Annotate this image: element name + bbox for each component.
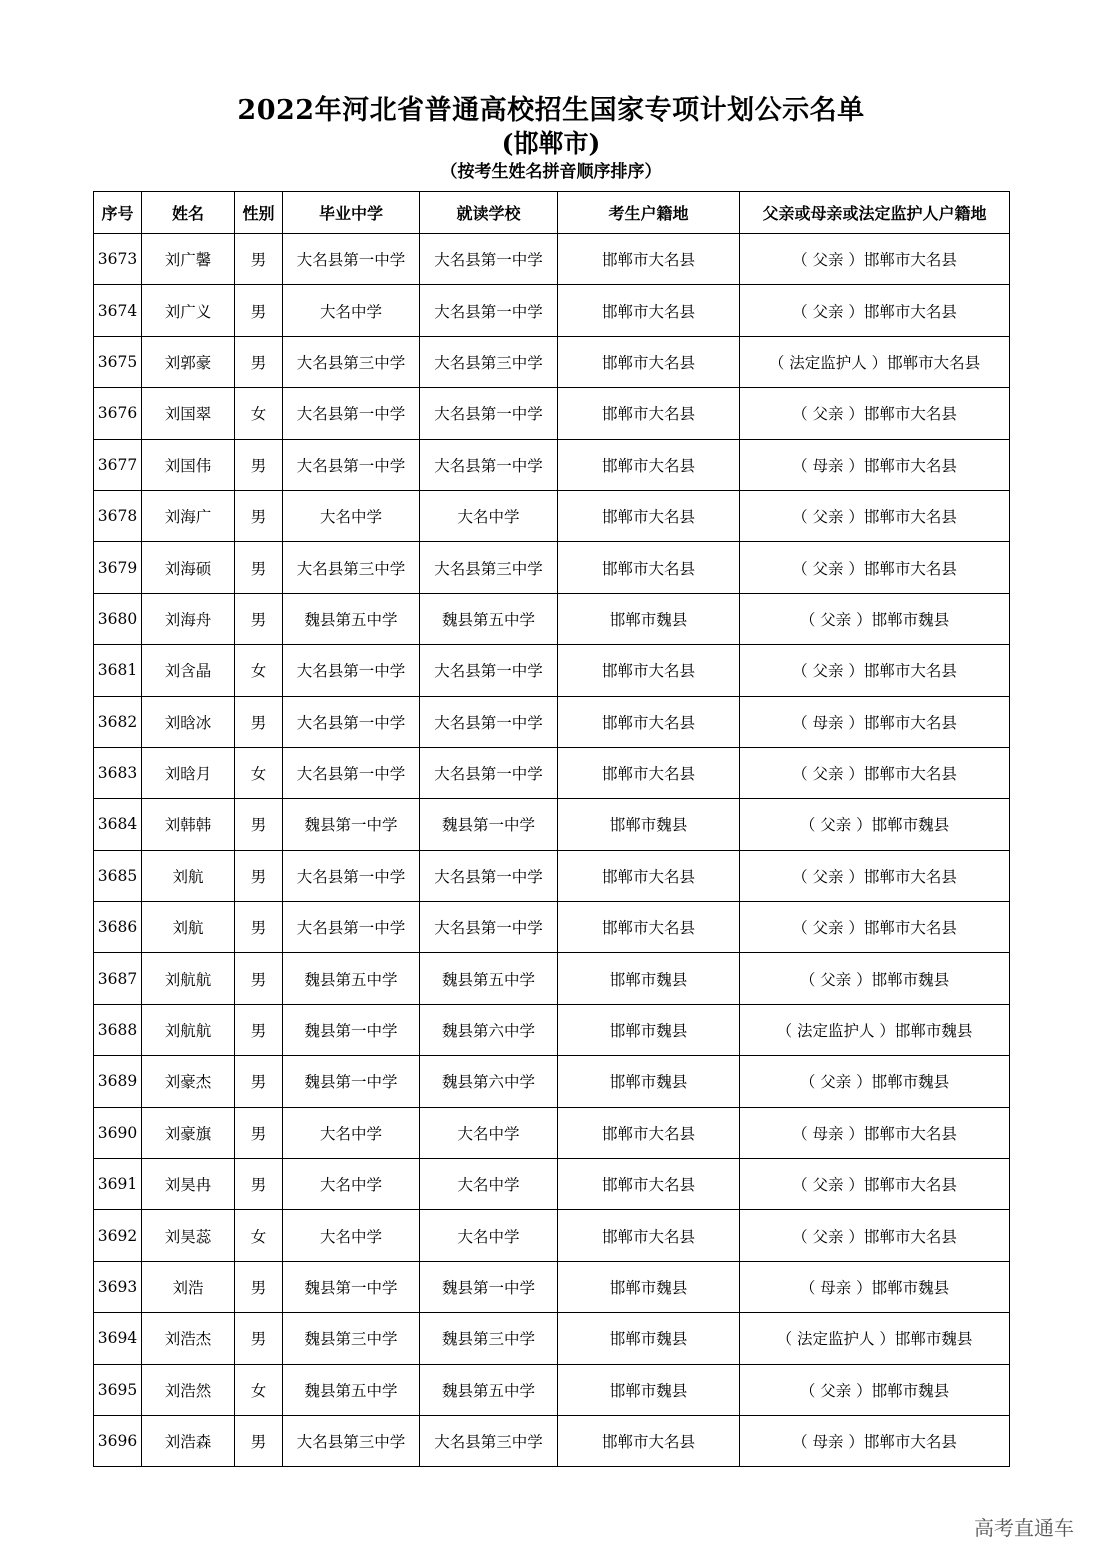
graduation-school-cell: 大名县第一中学 xyxy=(283,696,420,747)
table-row xyxy=(94,850,1010,901)
serial-cell: 3682 xyxy=(94,696,142,747)
name-cell: 刘含晶 xyxy=(142,645,235,696)
table-row xyxy=(94,388,1010,439)
gender-cell: 男 xyxy=(235,1004,283,1055)
graduation-school-cell: 魏县第五中学 xyxy=(283,593,420,644)
sort-note: （按考生姓名拼音顺序排序） xyxy=(440,162,662,182)
guardian-household-cell: （ 父亲 ）邯郸市大名县 xyxy=(740,902,1010,953)
graduation-school-cell: 大名县第一中学 xyxy=(283,850,420,901)
graduation-school-cell: 魏县第一中学 xyxy=(283,799,420,850)
header-gender: 性别 xyxy=(235,192,283,234)
table-row xyxy=(94,902,1010,953)
table-body xyxy=(94,234,1010,1467)
guardian-household-cell: （ 父亲 ）邯郸市大名县 xyxy=(740,747,1010,798)
guardian-household-cell: （ 法定监护人 ）邯郸市魏县 xyxy=(740,1313,1010,1364)
guardian-household-cell: （ 父亲 ）邯郸市魏县 xyxy=(740,1056,1010,1107)
table-row xyxy=(94,1056,1010,1107)
serial-cell: 3680 xyxy=(94,593,142,644)
student-household-cell: 邯郸市大名县 xyxy=(558,1107,740,1158)
graduation-school-cell: 魏县第一中学 xyxy=(283,1056,420,1107)
header-name: 姓名 xyxy=(142,192,235,234)
guardian-household-cell: （ 父亲 ）邯郸市大名县 xyxy=(740,234,1010,285)
gender-cell: 男 xyxy=(235,542,283,593)
student-household-cell: 邯郸市大名县 xyxy=(558,336,740,387)
name-cell: 刘浩 xyxy=(142,1261,235,1312)
table-row xyxy=(94,439,1010,490)
student-household-cell: 邯郸市大名县 xyxy=(558,645,740,696)
current-school-cell: 魏县第三中学 xyxy=(420,1313,558,1364)
serial-cell: 3681 xyxy=(94,645,142,696)
guardian-household-cell: （ 父亲 ）邯郸市魏县 xyxy=(740,1364,1010,1415)
student-household-cell: 邯郸市魏县 xyxy=(558,799,740,850)
student-household-cell: 邯郸市大名县 xyxy=(558,1210,740,1261)
name-cell: 刘广义 xyxy=(142,285,235,336)
name-cell: 刘豪旗 xyxy=(142,1107,235,1158)
current-school-cell: 大名中学 xyxy=(420,1210,558,1261)
serial-cell: 3674 xyxy=(94,285,142,336)
guardian-household-cell: （ 父亲 ）邯郸市大名县 xyxy=(740,850,1010,901)
graduation-school-cell: 大名中学 xyxy=(283,1210,420,1261)
current-school-cell: 魏县第六中学 xyxy=(420,1056,558,1107)
name-cell: 刘浩杰 xyxy=(142,1313,235,1364)
graduation-school-cell: 魏县第一中学 xyxy=(283,1004,420,1055)
gender-cell: 男 xyxy=(235,953,283,1004)
gender-cell: 男 xyxy=(235,799,283,850)
current-school-cell: 大名县第一中学 xyxy=(420,747,558,798)
graduation-school-cell: 大名县第一中学 xyxy=(283,234,420,285)
graduation-school-cell: 大名中学 xyxy=(283,490,420,541)
name-cell: 刘航航 xyxy=(142,953,235,1004)
graduation-school-cell: 魏县第五中学 xyxy=(283,1364,420,1415)
current-school-cell: 大名县第三中学 xyxy=(420,1415,558,1466)
serial-cell: 3696 xyxy=(94,1415,142,1466)
student-household-cell: 邯郸市魏县 xyxy=(558,1056,740,1107)
serial-cell: 3684 xyxy=(94,799,142,850)
name-cell: 刘航航 xyxy=(142,1004,235,1055)
current-school-cell: 大名县第一中学 xyxy=(420,439,558,490)
header-student-household: 考生户籍地 xyxy=(558,192,740,234)
table-row xyxy=(94,645,1010,696)
gender-cell: 女 xyxy=(235,1364,283,1415)
table-row xyxy=(94,593,1010,644)
student-household-cell: 邯郸市大名县 xyxy=(558,439,740,490)
student-household-cell: 邯郸市大名县 xyxy=(558,902,740,953)
guardian-household-cell: （ 父亲 ）邯郸市魏县 xyxy=(740,593,1010,644)
gender-cell: 男 xyxy=(235,439,283,490)
student-household-cell: 邯郸市魏县 xyxy=(558,1261,740,1312)
table-row xyxy=(94,336,1010,387)
table-row xyxy=(94,542,1010,593)
guardian-household-cell: （ 母亲 ）邯郸市大名县 xyxy=(740,1107,1010,1158)
name-cell: 刘国翠 xyxy=(142,388,235,439)
serial-cell: 3676 xyxy=(94,388,142,439)
name-cell: 刘晗月 xyxy=(142,747,235,798)
header-current-school: 就读学校 xyxy=(420,192,558,234)
header-serial: 序号 xyxy=(94,192,142,234)
gender-cell: 男 xyxy=(235,593,283,644)
current-school-cell: 大名县第三中学 xyxy=(420,542,558,593)
graduation-school-cell: 大名县第一中学 xyxy=(283,747,420,798)
gender-cell: 男 xyxy=(235,1313,283,1364)
table-row xyxy=(94,234,1010,285)
student-household-cell: 邯郸市大名县 xyxy=(558,490,740,541)
graduation-school-cell: 大名中学 xyxy=(283,1159,420,1210)
serial-cell: 3689 xyxy=(94,1056,142,1107)
name-cell: 刘浩然 xyxy=(142,1364,235,1415)
guardian-household-cell: （ 母亲 ）邯郸市魏县 xyxy=(740,1261,1010,1312)
gender-cell: 男 xyxy=(235,902,283,953)
gender-cell: 女 xyxy=(235,645,283,696)
serial-cell: 3694 xyxy=(94,1313,142,1364)
serial-cell: 3679 xyxy=(94,542,142,593)
document-subtitle: (邯郸市) xyxy=(501,129,601,158)
student-household-cell: 邯郸市大名县 xyxy=(558,696,740,747)
graduation-school-cell: 大名县第三中学 xyxy=(283,336,420,387)
name-cell: 刘昊蕊 xyxy=(142,1210,235,1261)
guardian-household-cell: （ 父亲 ）邯郸市魏县 xyxy=(740,953,1010,1004)
serial-cell: 3687 xyxy=(94,953,142,1004)
serial-cell: 3693 xyxy=(94,1261,142,1312)
table-row xyxy=(94,1004,1010,1055)
table-row xyxy=(94,747,1010,798)
student-household-cell: 邯郸市大名县 xyxy=(558,285,740,336)
gender-cell: 男 xyxy=(235,336,283,387)
current-school-cell: 大名县第一中学 xyxy=(420,645,558,696)
gender-cell: 男 xyxy=(235,850,283,901)
guardian-household-cell: （ 父亲 ）邯郸市大名县 xyxy=(740,388,1010,439)
current-school-cell: 魏县第五中学 xyxy=(420,953,558,1004)
serial-cell: 3677 xyxy=(94,439,142,490)
gender-cell: 男 xyxy=(235,1159,283,1210)
table-row xyxy=(94,285,1010,336)
graduation-school-cell: 大名县第一中学 xyxy=(283,902,420,953)
guardian-household-cell: （ 母亲 ）邯郸市大名县 xyxy=(740,439,1010,490)
current-school-cell: 魏县第五中学 xyxy=(420,1364,558,1415)
serial-cell: 3690 xyxy=(94,1107,142,1158)
serial-cell: 3695 xyxy=(94,1364,142,1415)
guardian-household-cell: （ 父亲 ）邯郸市大名县 xyxy=(740,542,1010,593)
name-cell: 刘航 xyxy=(142,902,235,953)
gender-cell: 男 xyxy=(235,1415,283,1466)
graduation-school-cell: 魏县第一中学 xyxy=(283,1261,420,1312)
serial-cell: 3691 xyxy=(94,1159,142,1210)
guardian-household-cell: （ 父亲 ）邯郸市大名县 xyxy=(740,1210,1010,1261)
name-cell: 刘昊冉 xyxy=(142,1159,235,1210)
gender-cell: 男 xyxy=(235,1056,283,1107)
name-cell: 刘航 xyxy=(142,850,235,901)
table-row xyxy=(94,953,1010,1004)
student-household-cell: 邯郸市大名县 xyxy=(558,542,740,593)
table-row xyxy=(94,1313,1010,1364)
table-row xyxy=(94,696,1010,747)
guardian-household-cell: （ 父亲 ）邯郸市大名县 xyxy=(740,1159,1010,1210)
current-school-cell: 大名县第一中学 xyxy=(420,285,558,336)
current-school-cell: 魏县第五中学 xyxy=(420,593,558,644)
table-row xyxy=(94,490,1010,541)
table-header-row xyxy=(94,192,1010,234)
current-school-cell: 大名县第一中学 xyxy=(420,696,558,747)
graduation-school-cell: 大名县第一中学 xyxy=(283,388,420,439)
student-household-cell: 邯郸市大名县 xyxy=(558,234,740,285)
header-guardian-household: 父亲或母亲或法定监护人户籍地 xyxy=(740,192,1010,234)
table-row xyxy=(94,1159,1010,1210)
current-school-cell: 大名县第一中学 xyxy=(420,850,558,901)
graduation-school-cell: 大名中学 xyxy=(283,285,420,336)
gender-cell: 男 xyxy=(235,1107,283,1158)
roster-table xyxy=(93,191,1010,1467)
gender-cell: 女 xyxy=(235,747,283,798)
name-cell: 刘韩韩 xyxy=(142,799,235,850)
serial-cell: 3686 xyxy=(94,902,142,953)
name-cell: 刘国伟 xyxy=(142,439,235,490)
serial-cell: 3688 xyxy=(94,1004,142,1055)
graduation-school-cell: 大名中学 xyxy=(283,1107,420,1158)
current-school-cell: 大名中学 xyxy=(420,490,558,541)
table-row xyxy=(94,1210,1010,1261)
graduation-school-cell: 大名县第一中学 xyxy=(283,439,420,490)
guardian-household-cell: （ 父亲 ）邯郸市大名县 xyxy=(740,645,1010,696)
current-school-cell: 大名中学 xyxy=(420,1107,558,1158)
table-row xyxy=(94,1415,1010,1466)
guardian-household-cell: （ 父亲 ）邯郸市大名县 xyxy=(740,490,1010,541)
name-cell: 刘浩森 xyxy=(142,1415,235,1466)
gender-cell: 男 xyxy=(235,1261,283,1312)
student-household-cell: 邯郸市魏县 xyxy=(558,1364,740,1415)
serial-cell: 3673 xyxy=(94,234,142,285)
gender-cell: 女 xyxy=(235,1210,283,1261)
guardian-household-cell: （ 父亲 ）邯郸市大名县 xyxy=(740,285,1010,336)
header-graduation-school: 毕业中学 xyxy=(283,192,420,234)
graduation-school-cell: 魏县第三中学 xyxy=(283,1313,420,1364)
gender-cell: 男 xyxy=(235,234,283,285)
student-household-cell: 邯郸市大名县 xyxy=(558,388,740,439)
gender-cell: 男 xyxy=(235,696,283,747)
gender-cell: 男 xyxy=(235,490,283,541)
gender-cell: 男 xyxy=(235,285,283,336)
document-title: 2022年河北省普通高校招生国家专项计划公示名单 xyxy=(237,95,865,126)
graduation-school-cell: 大名县第三中学 xyxy=(283,542,420,593)
table-row xyxy=(94,1107,1010,1158)
graduation-school-cell: 大名县第三中学 xyxy=(283,1415,420,1466)
student-household-cell: 邯郸市魏县 xyxy=(558,1313,740,1364)
current-school-cell: 大名县第三中学 xyxy=(420,336,558,387)
serial-cell: 3683 xyxy=(94,747,142,798)
current-school-cell: 魏县第一中学 xyxy=(420,1261,558,1312)
watermark: 高考直通车 xyxy=(974,1516,1074,1540)
name-cell: 刘海舟 xyxy=(142,593,235,644)
table-row xyxy=(94,799,1010,850)
guardian-household-cell: （ 法定监护人 ）邯郸市魏县 xyxy=(740,1004,1010,1055)
guardian-household-cell: （ 母亲 ）邯郸市大名县 xyxy=(740,1415,1010,1466)
student-household-cell: 邯郸市魏县 xyxy=(558,1004,740,1055)
current-school-cell: 大名县第一中学 xyxy=(420,234,558,285)
student-household-cell: 邯郸市魏县 xyxy=(558,953,740,1004)
student-household-cell: 邯郸市大名县 xyxy=(558,850,740,901)
serial-cell: 3685 xyxy=(94,850,142,901)
student-household-cell: 邯郸市大名县 xyxy=(558,747,740,798)
graduation-school-cell: 大名县第一中学 xyxy=(283,645,420,696)
name-cell: 刘海硕 xyxy=(142,542,235,593)
current-school-cell: 大名县第一中学 xyxy=(420,902,558,953)
name-cell: 刘晗冰 xyxy=(142,696,235,747)
name-cell: 刘郭豪 xyxy=(142,336,235,387)
guardian-household-cell: （ 法定监护人 ）邯郸市大名县 xyxy=(740,336,1010,387)
current-school-cell: 大名县第一中学 xyxy=(420,388,558,439)
serial-cell: 3675 xyxy=(94,336,142,387)
guardian-household-cell: （ 母亲 ）邯郸市大名县 xyxy=(740,696,1010,747)
table-row xyxy=(94,1364,1010,1415)
serial-cell: 3692 xyxy=(94,1210,142,1261)
student-household-cell: 邯郸市大名县 xyxy=(558,1415,740,1466)
student-household-cell: 邯郸市魏县 xyxy=(558,593,740,644)
current-school-cell: 魏县第六中学 xyxy=(420,1004,558,1055)
student-household-cell: 邯郸市大名县 xyxy=(558,1159,740,1210)
guardian-household-cell: （ 父亲 ）邯郸市魏县 xyxy=(740,799,1010,850)
name-cell: 刘海广 xyxy=(142,490,235,541)
serial-cell: 3678 xyxy=(94,490,142,541)
current-school-cell: 大名中学 xyxy=(420,1159,558,1210)
gender-cell: 女 xyxy=(235,388,283,439)
graduation-school-cell: 魏县第五中学 xyxy=(283,953,420,1004)
name-cell: 刘豪杰 xyxy=(142,1056,235,1107)
name-cell: 刘广馨 xyxy=(142,234,235,285)
table-row xyxy=(94,1261,1010,1312)
current-school-cell: 魏县第一中学 xyxy=(420,799,558,850)
